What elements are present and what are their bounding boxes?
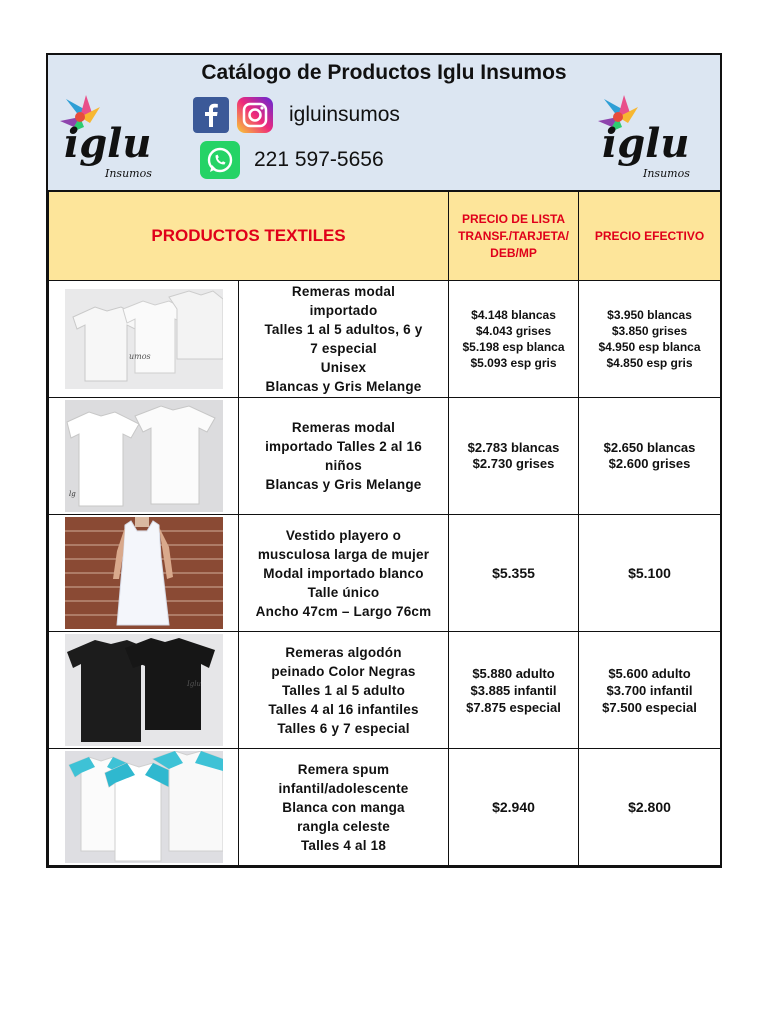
- product-description: Remeras modal importado Talles 1 al 5 adultos, 6 y 7 especial Unisex Blancas y Gris Melange: [264, 284, 423, 394]
- phone-number: 221 597-5656: [254, 148, 384, 171]
- facebook-icon: [193, 97, 229, 133]
- list-price-header-cell: [449, 192, 579, 281]
- product-description-cell: [239, 749, 449, 866]
- product-photo-beach-dress: [65, 517, 223, 629]
- table-header-row: [49, 192, 721, 281]
- logo-sub-right: Insumos: [643, 167, 690, 180]
- list-price-cell: [449, 749, 579, 866]
- list-price-cell: [449, 632, 579, 749]
- table-row: [49, 749, 721, 866]
- cash-price: $2.800: [628, 799, 671, 815]
- cash-price-cell: [579, 749, 721, 866]
- section-heading-cell: [49, 192, 449, 281]
- whatsapp-icon: [200, 141, 240, 179]
- cash-price-cell: [579, 515, 721, 632]
- list-price-header: PRECIO DE LISTA TRANSF./TARJETA/ DEB/MP: [458, 211, 569, 260]
- product-description-cell: [239, 515, 449, 632]
- list-price-cell: [449, 281, 579, 398]
- product-photo-raglan-tshirts: [65, 751, 223, 863]
- svg-text:lg: lg: [68, 490, 76, 498]
- svg-text:umos: umos: [128, 352, 151, 361]
- product-description-cell: [239, 632, 449, 749]
- product-table: [48, 191, 721, 866]
- logo-sub-left: Insumos: [105, 167, 152, 180]
- table-row: [49, 281, 721, 398]
- table-row: [49, 515, 721, 632]
- contact-row: [200, 141, 384, 179]
- cash-price-cell: [579, 398, 721, 515]
- product-image-cell: [49, 749, 239, 866]
- list-price: $2.783 blancas $2.730 grises: [467, 440, 560, 471]
- list-price: $5.880 adulto $3.885 infantil $7.875 especial: [466, 665, 561, 715]
- product-description: Remeras modal importado Talles 2 al 16 niños Blancas y Gris Melange: [265, 420, 422, 492]
- iglu-logo-right: [588, 87, 700, 182]
- cash-price: $2.650 blancas $2.600 grises: [603, 440, 696, 471]
- product-image-cell: [49, 632, 239, 749]
- logo-text-right: iglu: [602, 120, 690, 167]
- cash-price-cell: [579, 632, 721, 749]
- product-photo-white-tshirts: [65, 289, 223, 389]
- cash-price: $3.950 blancas $3.850 grises $4.950 esp blanca $4.850 esp gris: [598, 308, 701, 370]
- cash-price: $5.100: [628, 565, 671, 581]
- list-price-cell: [449, 398, 579, 515]
- cash-price: $5.600 adulto $3.700 infantil $7.500 especial: [602, 665, 697, 715]
- product-photo-black-tshirts: [65, 634, 223, 746]
- product-description: Remera spum infantil/adolescente Blanca con manga rangla celeste Talles 4 al 18: [278, 761, 409, 853]
- list-price: $2.940: [492, 799, 535, 815]
- list-price: $4.148 blancas $4.043 grises $5.198 esp blanca $5.093 esp gris: [462, 308, 565, 370]
- table-row: [49, 632, 721, 749]
- catalog-header: [48, 55, 720, 191]
- product-image-cell: [49, 281, 239, 398]
- product-image-cell: [49, 398, 239, 515]
- product-description: Remeras algodón peinado Color Negras Talles 1 al 5 adulto Talles 4 al 16 infantiles Talles 6 y 7 especial: [268, 644, 419, 736]
- cash-price-header-cell: [579, 192, 721, 281]
- cash-price-header: PRECIO EFECTIVO: [594, 228, 705, 243]
- product-photo-kids-white-tshirts: [65, 400, 223, 512]
- logo-text-left: iglu: [64, 120, 152, 167]
- iglu-logo-left: [50, 87, 162, 182]
- catalog-sheet: [46, 53, 722, 868]
- social-row: [193, 97, 400, 133]
- product-image-cell: [49, 515, 239, 632]
- svg-text:Iglu: Iglu: [186, 680, 201, 688]
- product-description-cell: [239, 398, 449, 515]
- list-price-cell: [449, 515, 579, 632]
- cash-price-cell: [579, 281, 721, 398]
- instagram-handle: igluinsumos: [289, 103, 400, 126]
- product-description-cell: [239, 281, 449, 398]
- product-description: Vestido playero o musculosa larga de mujer Modal importado blanco Talle único Ancho 47cm – Largo 76cm: [255, 527, 432, 619]
- catalog-title: Catálogo de Productos Iglu Insumos: [201, 61, 567, 84]
- list-price: $5.355: [492, 565, 535, 581]
- section-heading: PRODUCTOS TEXTILES: [151, 226, 346, 245]
- table-row: [49, 398, 721, 515]
- instagram-icon: [237, 97, 273, 133]
